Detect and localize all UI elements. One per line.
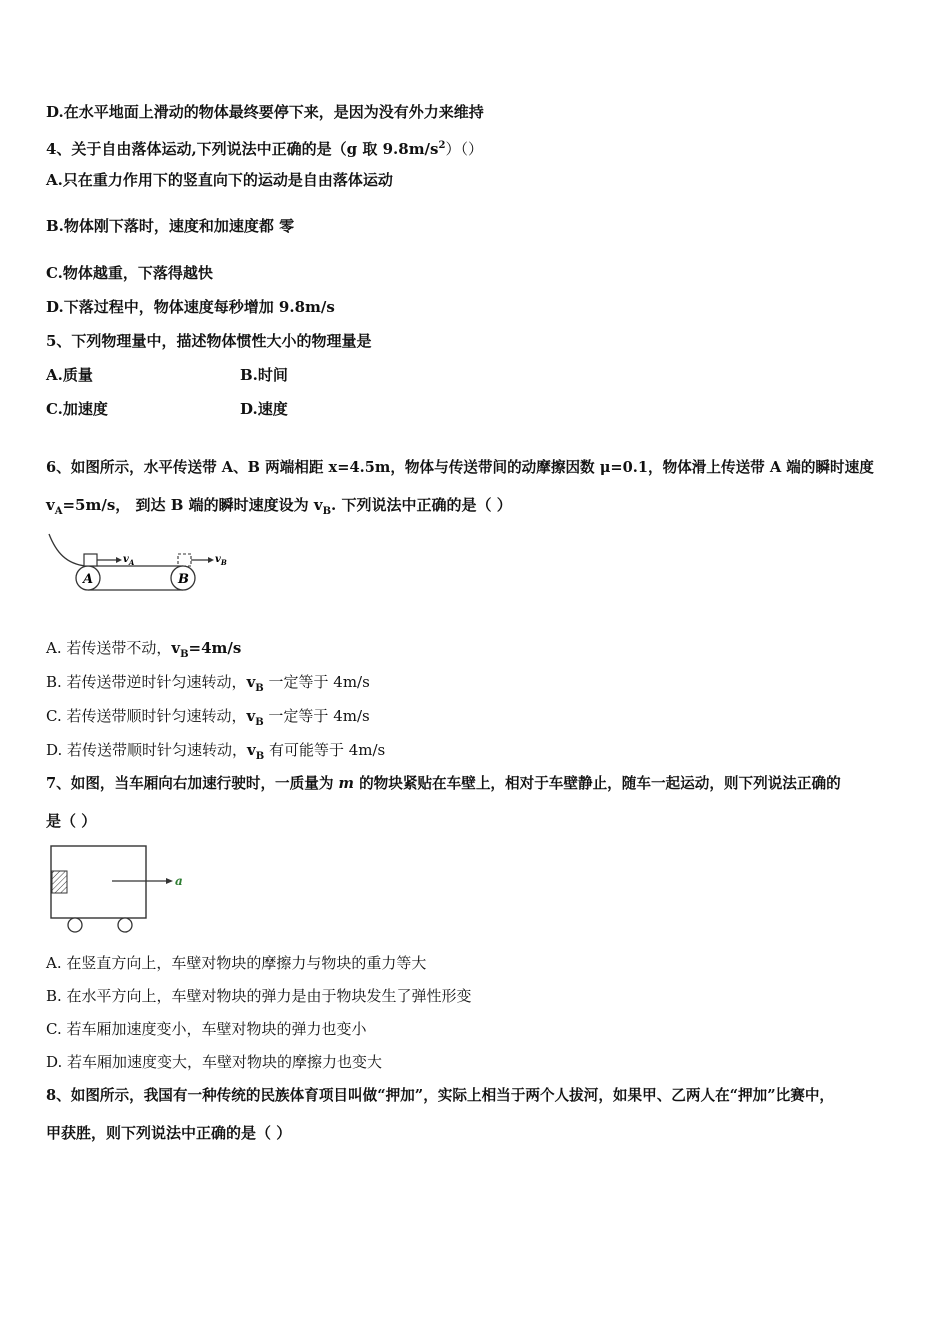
acceleration-arrowhead (166, 878, 173, 884)
incline-curve (49, 534, 86, 566)
q6-option-c (46, 707, 370, 732)
q6-vb-sub: B (322, 506, 332, 517)
q6-option-a-v: v (171, 639, 181, 657)
q6-option-d-sub: B (255, 751, 265, 762)
q7-option-c: C. 若车厢加速度变小，车壁对物块的弹力也变小 (46, 1020, 367, 1038)
q4-option-d: D.下落过程中，物体速度每秒增加 9.8m/s (46, 298, 335, 316)
pulley-b-label: B (178, 572, 189, 587)
block-at-a (84, 554, 97, 566)
q8-stem-line2: 甲获胜，则下列说法中正确的是（ ） (46, 1124, 292, 1142)
q6-option-c-sub: B (255, 717, 264, 728)
block-at-b-dashed (178, 554, 191, 566)
q5-option-c: C.加速度 (46, 400, 108, 418)
va-label-sub: A (128, 558, 135, 567)
cart-wheel-right (118, 918, 132, 932)
q8-stem-line1: 8、如图所示，我国有一种传统的民族体育项目叫做“押加”，实际上相当于两个人拔河，如果甲、乙两人在“押加”比赛中， (46, 1087, 835, 1104)
q6-option-a-sub: B (180, 649, 189, 660)
q6-va-symbol: v (46, 496, 55, 514)
q7-stem-part1: 7、如图，当车厢向右加速行驶时，一质量为 (46, 775, 339, 792)
q7-option-d: D. 若车厢加速度变大，车壁对物块的摩擦力也变大 (46, 1053, 383, 1071)
q6-option-d-suffix: 有可能等于 4m/s (264, 741, 386, 759)
q6-option-a-prefix: A. 若传送带不动， (46, 639, 172, 657)
q7-stem-line1 (46, 775, 841, 793)
q7-mass-symbol: m (338, 775, 354, 792)
vb-arrowhead (208, 557, 214, 563)
q5-option-b: B.时间 (240, 366, 288, 384)
q7-option-b: B. 在水平方向上，车壁对物块的弹力是由于物块发生了弹性形变 (46, 987, 472, 1005)
va-label-v: v (123, 554, 129, 565)
q6-option-d (46, 741, 385, 766)
conveyor-belt-svg (44, 530, 234, 600)
q6-stem-line1: 6、如图所示，水平传送带 A、B 两端相距 x=4.5m，物体与传送带间的动摩擦因数 μ=0.1，物体滑上传送带 A 端的瞬时速度 (46, 459, 874, 476)
vb-label-v: v (215, 554, 221, 565)
q4-stem-sup: 2 (438, 140, 446, 151)
q7-stem-part2: 的物块紧贴在车壁上，相对于车壁静止，随车一起运动，则下列说法正确的 (353, 775, 841, 792)
q6-option-c-v: v (246, 707, 256, 725)
q6-option-b (46, 673, 370, 698)
q6-stem-line2 (46, 496, 512, 521)
q5-option-a: A.质量 (46, 366, 93, 384)
conveyor-belt-figure (44, 530, 234, 600)
vb-label (215, 554, 227, 567)
va-label (123, 554, 135, 567)
q5-option-d: D.速度 (240, 400, 288, 418)
cart-wheel-left (68, 918, 82, 932)
q6-option-b-suffix: 一定等于 4m/s (263, 673, 370, 691)
va-arrowhead (116, 557, 122, 563)
q4-option-a: A.只在重力作用下的竖直向下的运动是自由落体运动 (46, 171, 393, 189)
q4-option-c: C.物体越重，下落得越快 (46, 264, 213, 282)
q4-stem (46, 137, 483, 158)
q6-stem-mid: =5m/s， 到达 B 端的瞬时速度设为 v (62, 496, 323, 514)
q4-stem-paren: ）（） (445, 140, 483, 158)
pulley-a-label: A (83, 572, 94, 587)
q6-option-a-suffix: =4m/s (188, 639, 242, 657)
q7-option-a: A. 在竖直方向上，车壁对物块的摩擦力与物块的重力等大 (46, 954, 427, 972)
cart-svg (48, 843, 198, 935)
hatched-block (52, 871, 67, 893)
q6-option-d-v: v (247, 741, 256, 759)
q6-option-b-sub: B (255, 683, 264, 694)
q4-option-b: B.物体刚下落时，速度和加速度都 零 (46, 217, 295, 235)
q3-option-d: D.在水平地面上滑动的物体最终要停下来，是因为没有外力来维持 (46, 103, 484, 121)
q7-stem-line2: 是（ ） (46, 812, 97, 830)
acceleration-label: a (175, 874, 183, 888)
q6-option-c-suffix: 一定等于 4m/s (263, 707, 370, 725)
q6-option-d-prefix: D. 若传送带顺时针匀速转动， (46, 741, 248, 759)
q4-stem-text: 4、关于自由落体运动,下列说法中正确的是（g 取 9.8m/s (46, 140, 439, 158)
q6-stem-end: . 下列说法中正确的是（ ） (331, 496, 512, 514)
q6-option-b-v: v (246, 673, 256, 691)
q6-option-b-prefix: B. 若传送带逆时针匀速转动， (46, 673, 247, 691)
q5-stem: 5、下列物理量中，描述物体惯性大小的物理量是 (46, 332, 372, 350)
q6-option-c-prefix: C. 若传送带顺时针匀速转动， (46, 707, 247, 725)
vb-label-sub: B (220, 558, 227, 567)
cart-figure (48, 843, 198, 935)
q6-va-sub: A (54, 506, 63, 517)
q6-option-a (46, 639, 241, 664)
